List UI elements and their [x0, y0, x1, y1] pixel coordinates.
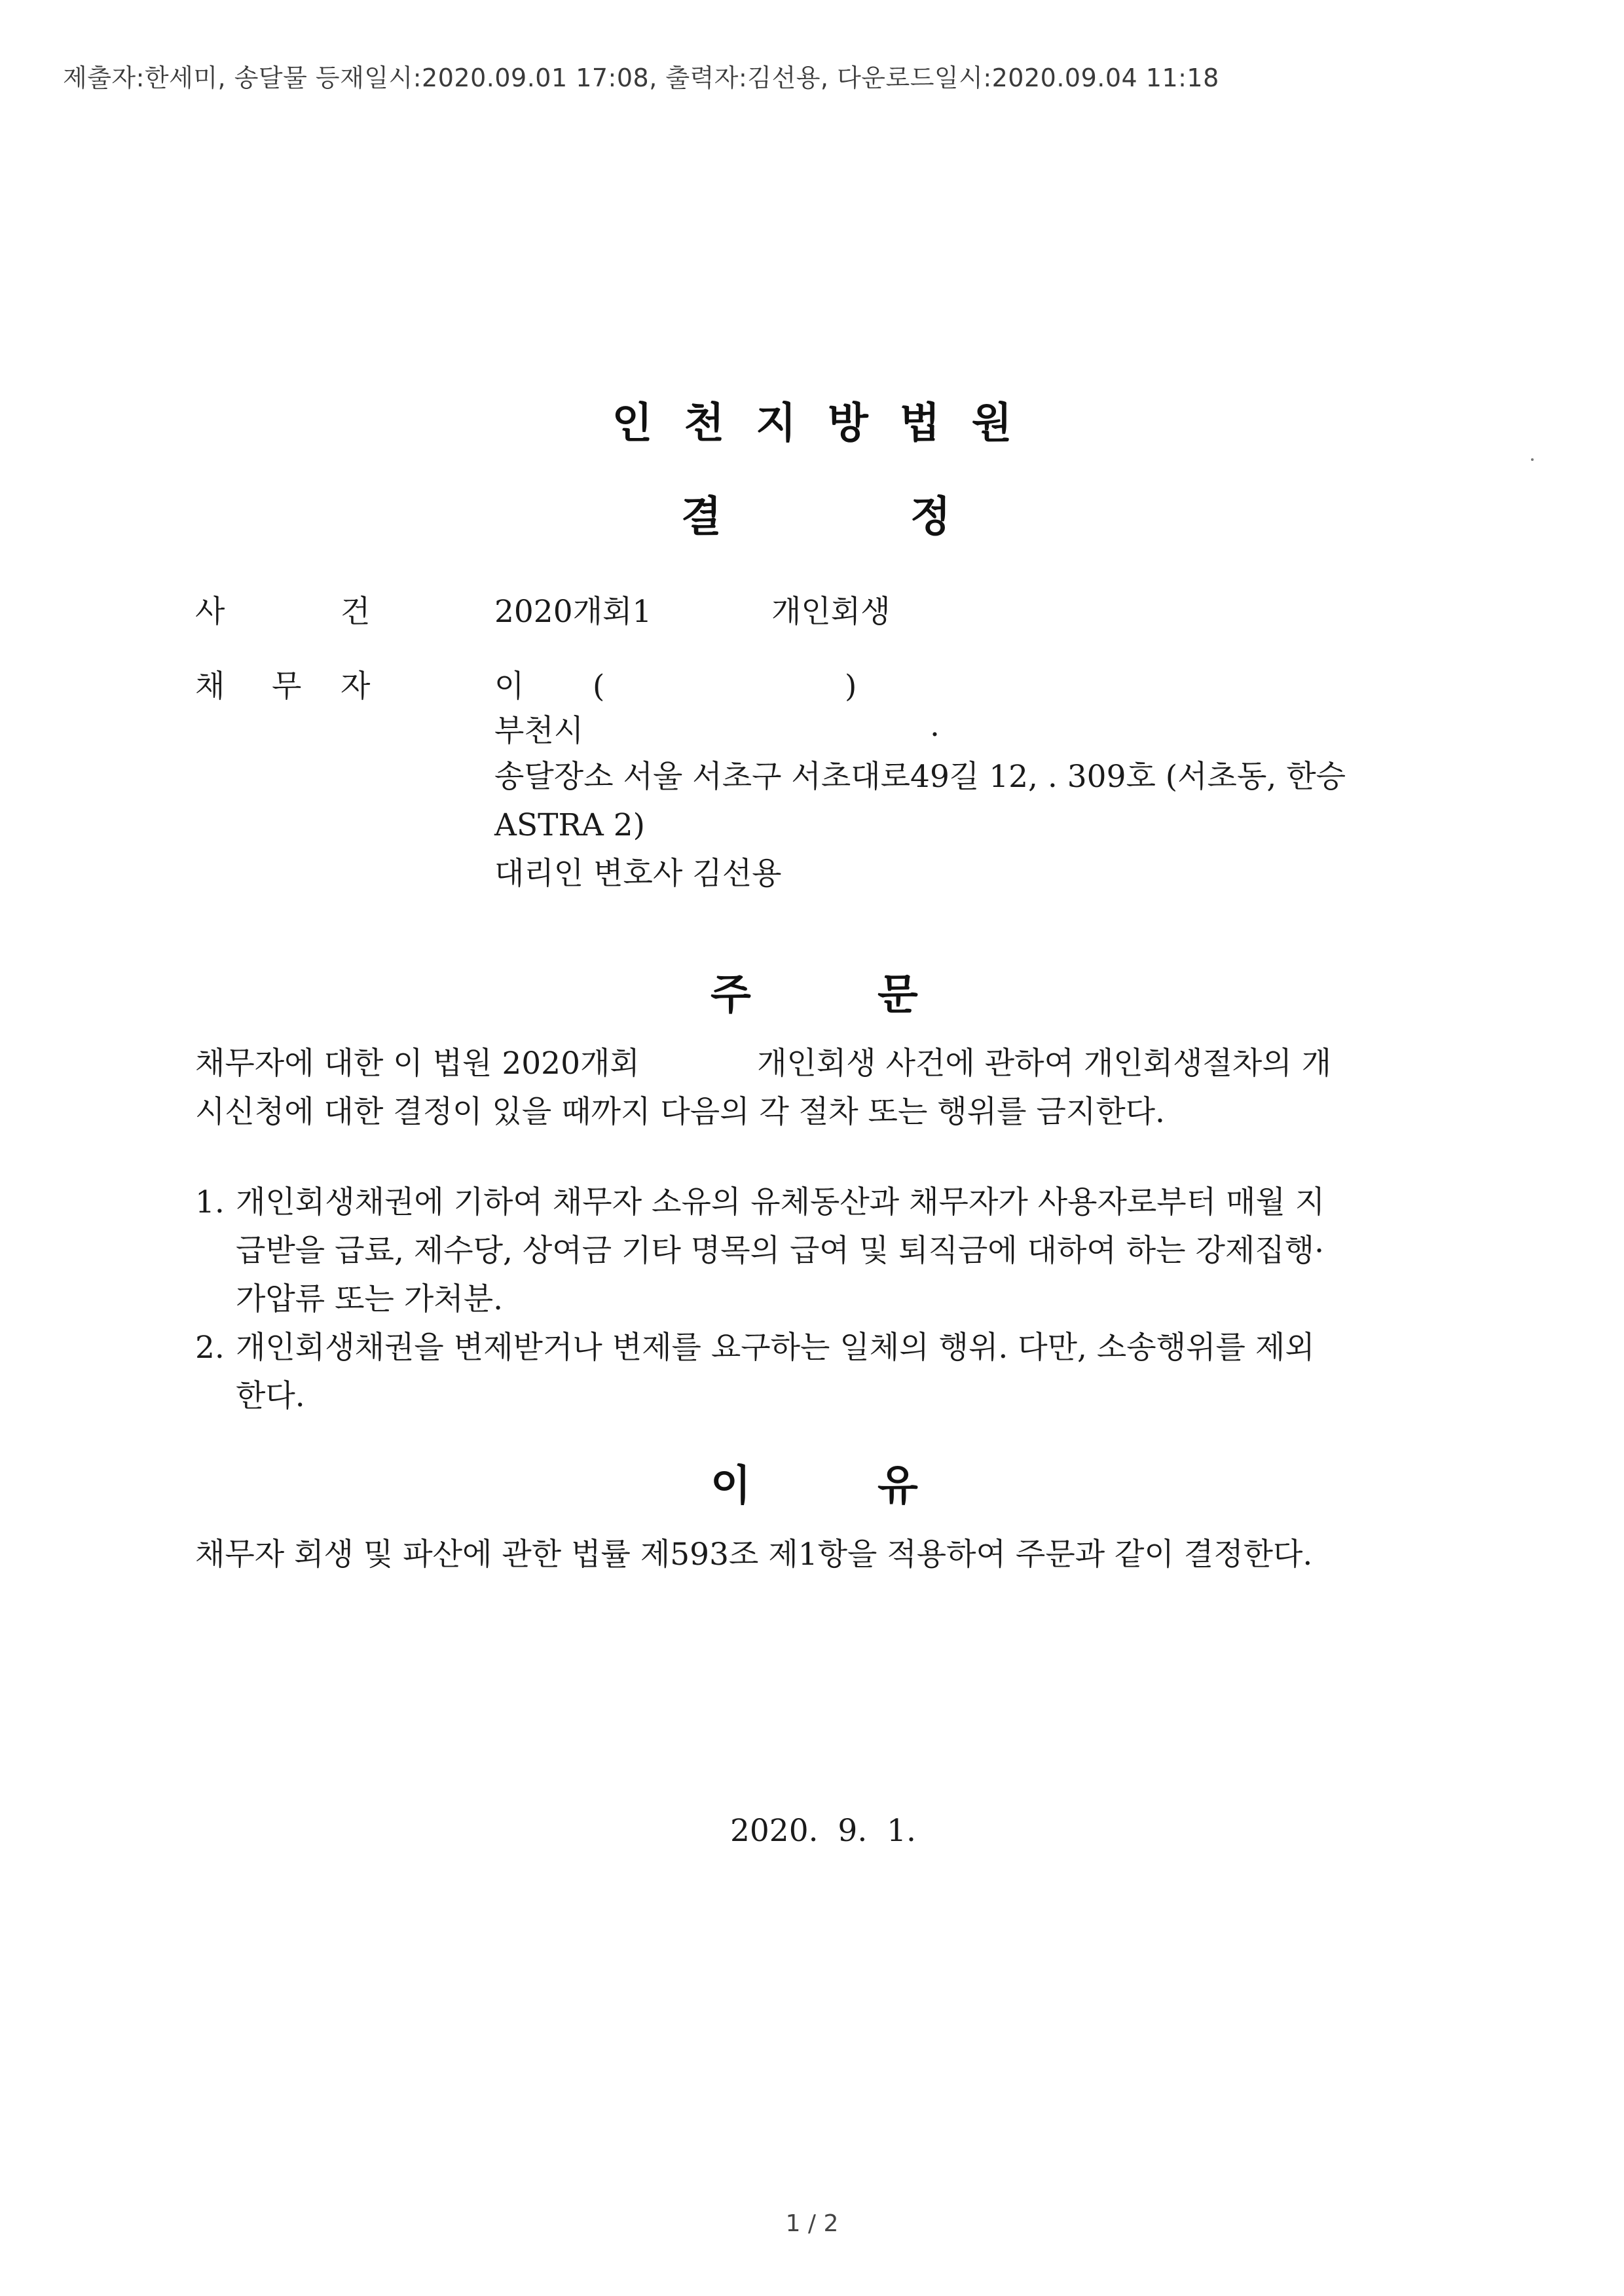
order-title-char-2: 문: [877, 971, 918, 1019]
reason-title-char-1: 이: [710, 1462, 751, 1510]
debtor-paren-close: ): [845, 668, 857, 704]
debtor-address: 부천시: [494, 713, 584, 749]
debtor-address-tail: .: [930, 708, 940, 744]
case-label-char-1: 사: [195, 594, 225, 630]
order-item-line: 급받을 급료, 제수당, 상여금 기타 명목의 급여 및 퇴직금에 대하여 하는 강제집행·: [236, 1233, 1325, 1269]
order-item-number: 2.: [195, 1330, 225, 1366]
service-address-line-1: 송달장소 서울 서초구 서초대로49길 12, . 309호 (서초동, 한승: [494, 759, 1346, 795]
title-char-1: 결: [681, 493, 722, 541]
order-item-line: 개인회생채권에 기하여 채무자 소유의 유체동산과 채무자가 사용자로부터 매월 지: [236, 1184, 1325, 1220]
case-type: 개인회생: [771, 594, 891, 630]
order-item-line: 가압류 또는 가처분.: [236, 1281, 504, 1317]
order-item-number: 1.: [195, 1184, 225, 1220]
debtor-label-char-2: 무: [272, 668, 302, 704]
order-paragraph-line-1: 채무자에 대한 이 법원 2020개회 개인회생 사건에 관하여 개인회생절차의 개: [195, 1046, 1332, 1082]
debtor-paren-open: (: [593, 668, 605, 704]
case-number: 2020개회1: [494, 594, 652, 630]
order-title-char-1: 주: [710, 971, 751, 1019]
page-number: 1 / 2: [785, 2210, 839, 2237]
document-metadata-header: 제출자:한세미, 송달물 등재일시:2020.09.01 17:08, 출력자:김선용, 다운로드일시:2020.09.04 11:18: [63, 64, 1219, 92]
title-char-2: 정: [910, 493, 951, 541]
reason-text: 채무자 회생 및 파산에 관한 법률 제593조 제1항을 적용하여 주문과 같이 결정한다.: [195, 1537, 1313, 1573]
debtor-agent: 대리인 변호사 김선용: [494, 856, 782, 892]
decision-date: 2020. 9. 1.: [730, 1813, 916, 1849]
debtor-label-char-3: 자: [341, 668, 371, 704]
order-item-line: 한다.: [236, 1378, 305, 1414]
reason-title-char-2: 유: [877, 1462, 918, 1510]
order-item-line: 개인회생채권을 변제받거나 변제를 요구하는 일체의 행위. 다만, 소송행위를 제외: [236, 1330, 1315, 1366]
court-name: 인천지방법원: [612, 399, 1044, 448]
service-address-line-2: ASTRA 2): [494, 807, 645, 843]
debtor-label-char-1: 채: [195, 668, 225, 704]
scan-speck: [1531, 458, 1534, 461]
debtor-name: 이: [494, 668, 525, 704]
case-label-char-2: 건: [341, 594, 371, 630]
order-paragraph-line-2: 시신청에 대한 결정이 있을 때까지 다음의 각 절차 또는 행위를 금지한다.: [195, 1094, 1165, 1130]
